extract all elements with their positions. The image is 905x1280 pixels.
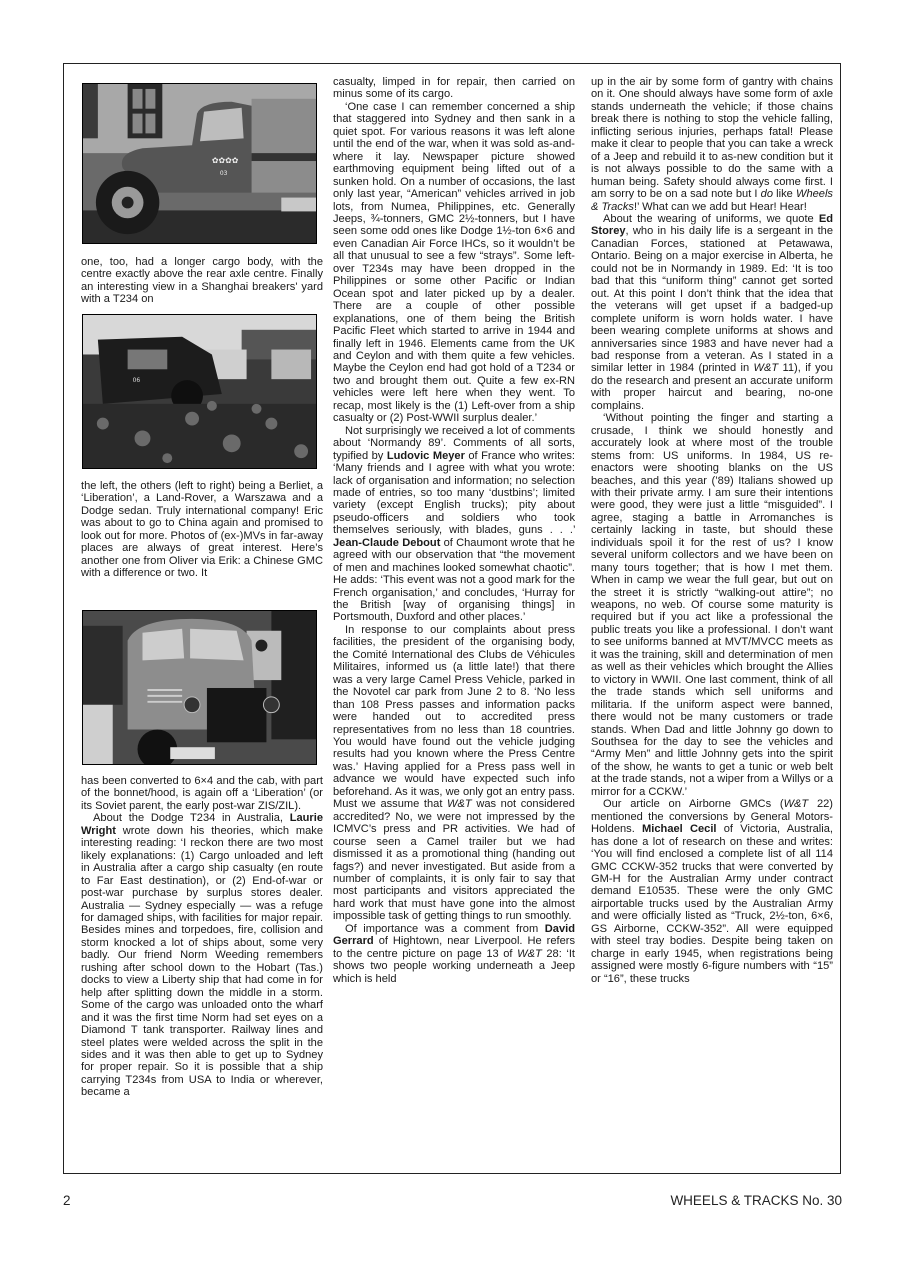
paragraph: Our article on Airborne GMCs (W&T 22) mentioned the conversions by General Motors-Holdens. Michael Cecil of Victoria, Australia, has done a lot of research on these and writes: ‘You will find enclosed a complete list of all 114 GMC CCKW-352 trucks that were converted by GM-H for the Australian Army under contract demand E10535. These were the only GMC airportable trucks used by the Australian Army and were officially listed as “Truck, 2½-ton, 6×6, GS Airborne, CCKW-352”. All were equipped with steel tray bodies. Despite being taken on charge in early 1945, when registrations being assigned were mostly 6-figure numbers with “15” or “16”, these trucks — [591, 798, 834, 985]
page-number: 2 — [63, 1193, 71, 1208]
paragraph: the left, the others (left to right) being a Berliet, a ‘Liberation’, a Land-Rover, a Warszawa and a Dodge sedan. Truly international company! Eric was about to go to China again and promised to look out for more. Photos of (ex-)MVs in far-away places are always of great interest. Here’s another one from Oliver via Erik: a Chinese GMC with a difference or two. It — [81, 480, 323, 580]
publication-title: WHEELS & TRACKS No. 30 — [670, 1193, 842, 1208]
author-name: David Gerrard — [333, 922, 575, 948]
column-1-text-c — [81, 775, 323, 1099]
paragraph: up in the air by some form of gantry with chains on it. One should always have some form of axle stands underneath the vehicle; if those chains break there is nothing to stop the vehicle falling, inflicting serious injuries, perhaps fatal! Please make it clear to people that you can take a wreck of a Jeep and rebuild it to as-new condition but it is not always possible to do the same with a human being. Safety should always come first. I am sorry to be on a sad note but I do like Wheels & Tracks!’ What can we add but Hear! Hear! — [591, 76, 833, 213]
column-1-text-a — [81, 256, 323, 306]
author-name: Michael Cecil — [642, 823, 717, 836]
paragraph: In response to our complaints about press facilities, the president of the organising body, the Comité International des Clubs de Véhicules Militaires, informed us (a little late!) that there was a very large Camel Press Vehicle, parked in the Novotel car park from June 2 to 8. ‘No less than 108 Press passes and information packs were handed out to accredited press representatives from no less than 18 countries. You would have found out the vehicle judging results had you known where the Press Centre was.’ Having applied for a Press pass well in advance we would have expected such info beforehand. As it was, we only got an entry pass. Must we assume that W&T was not considered accredited? No, we were not impressed by the ICMVC’s press and PR activities. We had of course seen a Camel trailer but we had dismissed it as a promotional thing (handing out fags?) and never investigated. But aside from a number of complaints, it is only fair to say that most participants and visitors appreciated the hard work that must have gone into the almost impossible task of getting things to run smoothly. — [333, 623, 575, 923]
paragraph: one, too, had a longer cargo body, with the centre exactly above the rear axle centre. Finally an interesting view in a Shanghai breakers' yard with a T234 on — [81, 256, 323, 306]
paragraph: About the Dodge T234 in Australia, Laurie Wright wrote down his theories, which make interesting reading: ‘I reckon there are two most likely explanations: (1) Cargo unloaded and left in Australia after a cargo ship casualty (en route to Far East destination), or (2) End-of-war or post-war purchase by surplus stores dealer. Australia — Sydney especially — was a refuge for damaged ships, with facilities for major repair. Besides mines and torpedoes, fire, collision and storm knocked a lot of ships about, some very badly. Our friend Norm Weeding remembers rushing after school down to the Hobart (Tas.) docks to view a Liberty ship that had come in for help after splitting down the middle in a storm. Some of the cargo was unloaded onto the wharf and it was the first time Norm had set eyes on a Diamond T tank transporter. Railway lines and steel plates were welded across the split in the sides and it was then able to get up to Sydney for proper repair. So it is possible that a ship carrying T234s from USA to India or wherever, became a — [81, 812, 323, 1099]
paragraph: casualty, limped in for repair, then carried on minus some of its cargo. — [333, 76, 575, 101]
svg-text:06: 06 — [132, 377, 141, 385]
svg-text:✿✿✿✿: ✿✿✿✿ — [211, 156, 239, 166]
author-name: Jean-Claude Debout — [333, 536, 441, 549]
svg-text:03: 03 — [219, 169, 228, 177]
column-3 — [591, 76, 833, 985]
author-name: Ed Storey — [591, 212, 833, 238]
author-name: Ludovic Meyer — [386, 449, 465, 462]
paragraph: About the wearing of uniforms, we quote Ed Storey, who in his daily life is a sergeant in the Canadian Forces, stationed at Petawawa, Ontario. Being on a major exercise in Alberta, he could not be in Normandy in 1989. Ed: ‘It is too bad that this “uniform thing” cannot get sorted out. At this point I don’t think that the idea that the veterans will get upset if a badged-up complete uniform is worn holds water. I have been wearing complete uniforms at shows and anniversaries since 1983 and have never had a bad response from a veteran. As I stated in a similar letter in 1984 (printed in W&T 11), if you do the research and present an accurate uniform with proper haircut and bearing, no-one complains. — [591, 212, 833, 412]
paragraph: Of importance was a comment from David Gerrard of Hightown, near Liverpool. He refers to the centre picture on page 13 of W&T 28: ‘It shows two people working underneath a Jeep which is held — [333, 922, 575, 985]
author-name: Laurie Wright — [81, 812, 323, 837]
column-2 — [333, 76, 575, 985]
chinese-gmc-photo — [82, 610, 317, 765]
paragraph: ‘One case I can remember concerned a ship that staggered into Sydney and then sank in a quiet spot. For various reasons it was left alone until the end of the war, when it was sold as-and-where it lay. Newspaper picture showed earthmoving equipment being lifted out of a sunken hold. On a number of occasions, the last only last year, “American” vehicles arrived in job lots, from Numea, Philippines, etc. Generally Jeeps, ¾-tonners, GMC 2½-tonners, but I have seen some odd ones like Dodge 1½-ton 6×6 and even Canadian Air Force IHCs, so it wouldn’t be all that unusual to see a few “strays”. Some left-over T234s may have been dropped in the Philippines or some other Pacific or Indian Ocean spot and later picked up by a dealer. There are a couple of other possible explanations, one of them being the British Pacific Fleet which started to arrive in 1944 and finally left in 1946. Elements came from the UK and Ceylon and with them quite a few vehicles. Maybe the Ceylon end had got hold of a T234 or two and brought them out. Quite a few ex-RN vehicles were left here when they went. To recap, most likely is the (1) Left-over from a ship casualty or (2) Post-WWII surplus dealer.’ — [333, 100, 575, 425]
dodge-t234-truck-photo — [82, 83, 317, 244]
paragraph: ‘Without pointing the finger and starting a crusade, I think we should honestly and accurately look at where most of the trouble stems from: US uniforms. In 1984, US re-enactors were shooting blanks on the US beaches, and this year (’89) Italians showed up with their private army. I am sure their intentions were good, they were just a little “misguided”. I agree, staging a battle in Arromanches is certainly lacking in taste, but should these individuals spoil it for the rest of us? I know several uniform collectors and we have been on many tours together; that is how I met them. When in camp we wear the full gear, but out on the street it is strictly “walking-out attire”; no weapons, no web. Of course some maturity is required but if you act like a professional the public treats you like a professional. I don’t want to see uniforms banned at MVT/MVCC meets as it was the training, skill and determination of men as well as their vehicles which brought the Allies to victory in WWII. One last comment, think of all the trade stands which sell uniforms and militaria. If the uniform aspect were banned, there would not be many customers or trade stands. When Dad and little Johnny go down to Southsea for the day to see the vehicles and “Army Men” and little Johnny gets into the spirit of the show, he wants to get a tunic or web belt at the trade stands, not a wiper from a Willys or a mirror for a CCKW.’ — [591, 412, 833, 798]
column-1-text-b — [81, 480, 323, 580]
paragraph: Not surprisingly we received a lot of comments about ‘Normandy 89’. Comments of all sorts, typified by Ludovic Meyer of France who writes: ‘Many friends and I agree with what you wrote: lack of organisation and information; no selection made of entries, so too many ‘dustbins’; limited variety (except English trucks); pity about pseudo-officers and soldiers who took themselves seriously, with blades, guns . . .’ Jean-Claude Debout of Chaumont wrote that he agreed with our observation that “the movement of men and machines looked somewhat chaotic”. He adds: ‘This event was not a good mark for the French organisation,’ and concludes, ‘Hurray for the British [way of organising things] in Portsmouth, Duxford and other places.’ — [333, 424, 575, 624]
paragraph: has been converted to 6×4 and the cab, with part of the bonnet/hood, is again off a ‘Liberation’ (or its Soviet parent, the early post-war ZIS/ZIL). — [81, 775, 323, 812]
shanghai-breakers-yard-photo — [82, 314, 317, 469]
